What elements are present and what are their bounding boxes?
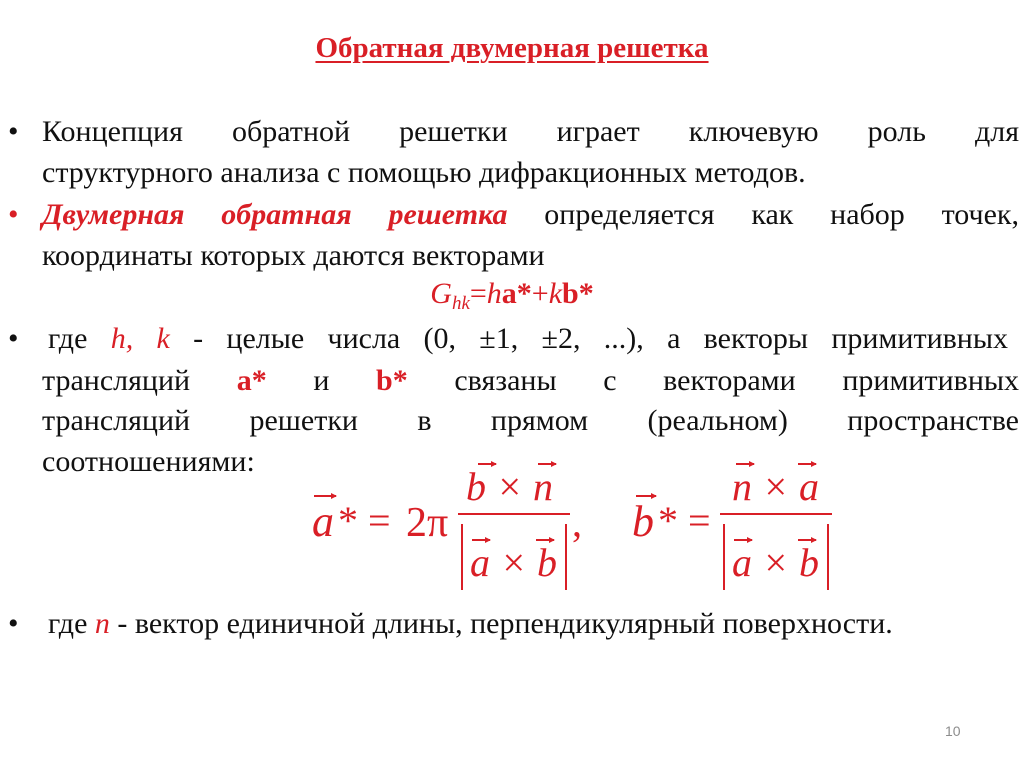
bullet-3-line-3: трансляций решетки в прямом (реальном) пространстве bbox=[42, 404, 1019, 437]
bullet-3-line-1: где h, k - целые числа (0, ±1, ±2, ...), а векторы примитивных bbox=[48, 322, 1009, 355]
ghk-formula: $G_{hk}=ha*+kb*$ bbox=[430, 277, 594, 314]
bullet-1-line-1: Концепция обратной решетки играет ключевую роль для bbox=[42, 115, 1019, 148]
bullet-3-line-2: трансляций a* и b* связаны с векторами примитивных bbox=[42, 364, 1020, 397]
b-star-symbol: b bbox=[632, 497, 654, 546]
bullet-marker-2: • bbox=[8, 198, 19, 231]
denominator-b: a × b bbox=[732, 540, 819, 585]
bullet-1-line-2: структурного анализа с помощью дифракционных методов. bbox=[42, 156, 806, 189]
a-star-symbol: a bbox=[312, 497, 334, 546]
numerator-a: b × n bbox=[466, 464, 553, 509]
star-equals: * = bbox=[658, 498, 711, 543]
bullet-2-line-1-rest: определяется как набор точек, bbox=[507, 198, 1019, 231]
denominator-a: a × b bbox=[470, 540, 557, 585]
bullet-2-line-2: координаты которых даются векторами bbox=[42, 239, 545, 272]
bullet-marker-4: • bbox=[8, 607, 19, 640]
reciprocal-vectors-formula bbox=[300, 452, 860, 602]
page-number: 10 bbox=[945, 723, 961, 739]
bullet-marker-3: • bbox=[8, 322, 19, 355]
star-equals: * = bbox=[338, 498, 391, 543]
numerator-b: n × a bbox=[732, 464, 819, 509]
slide-title: Обратная двумерная решетка bbox=[315, 32, 709, 64]
two-pi: 2π bbox=[406, 500, 449, 546]
bullet-4-line-1: где n - вектор единичной длины, перпендикулярный поверхности. bbox=[48, 607, 893, 640]
bullet-2-line-1 bbox=[42, 200, 1019, 230]
bullet-marker-1: • bbox=[8, 115, 19, 148]
reciprocal-lattice-term: Двумерная обратная решетка bbox=[42, 198, 508, 231]
bullet-3-line-4: соотношениями: bbox=[42, 445, 255, 478]
formula-comma: , bbox=[572, 500, 582, 545]
